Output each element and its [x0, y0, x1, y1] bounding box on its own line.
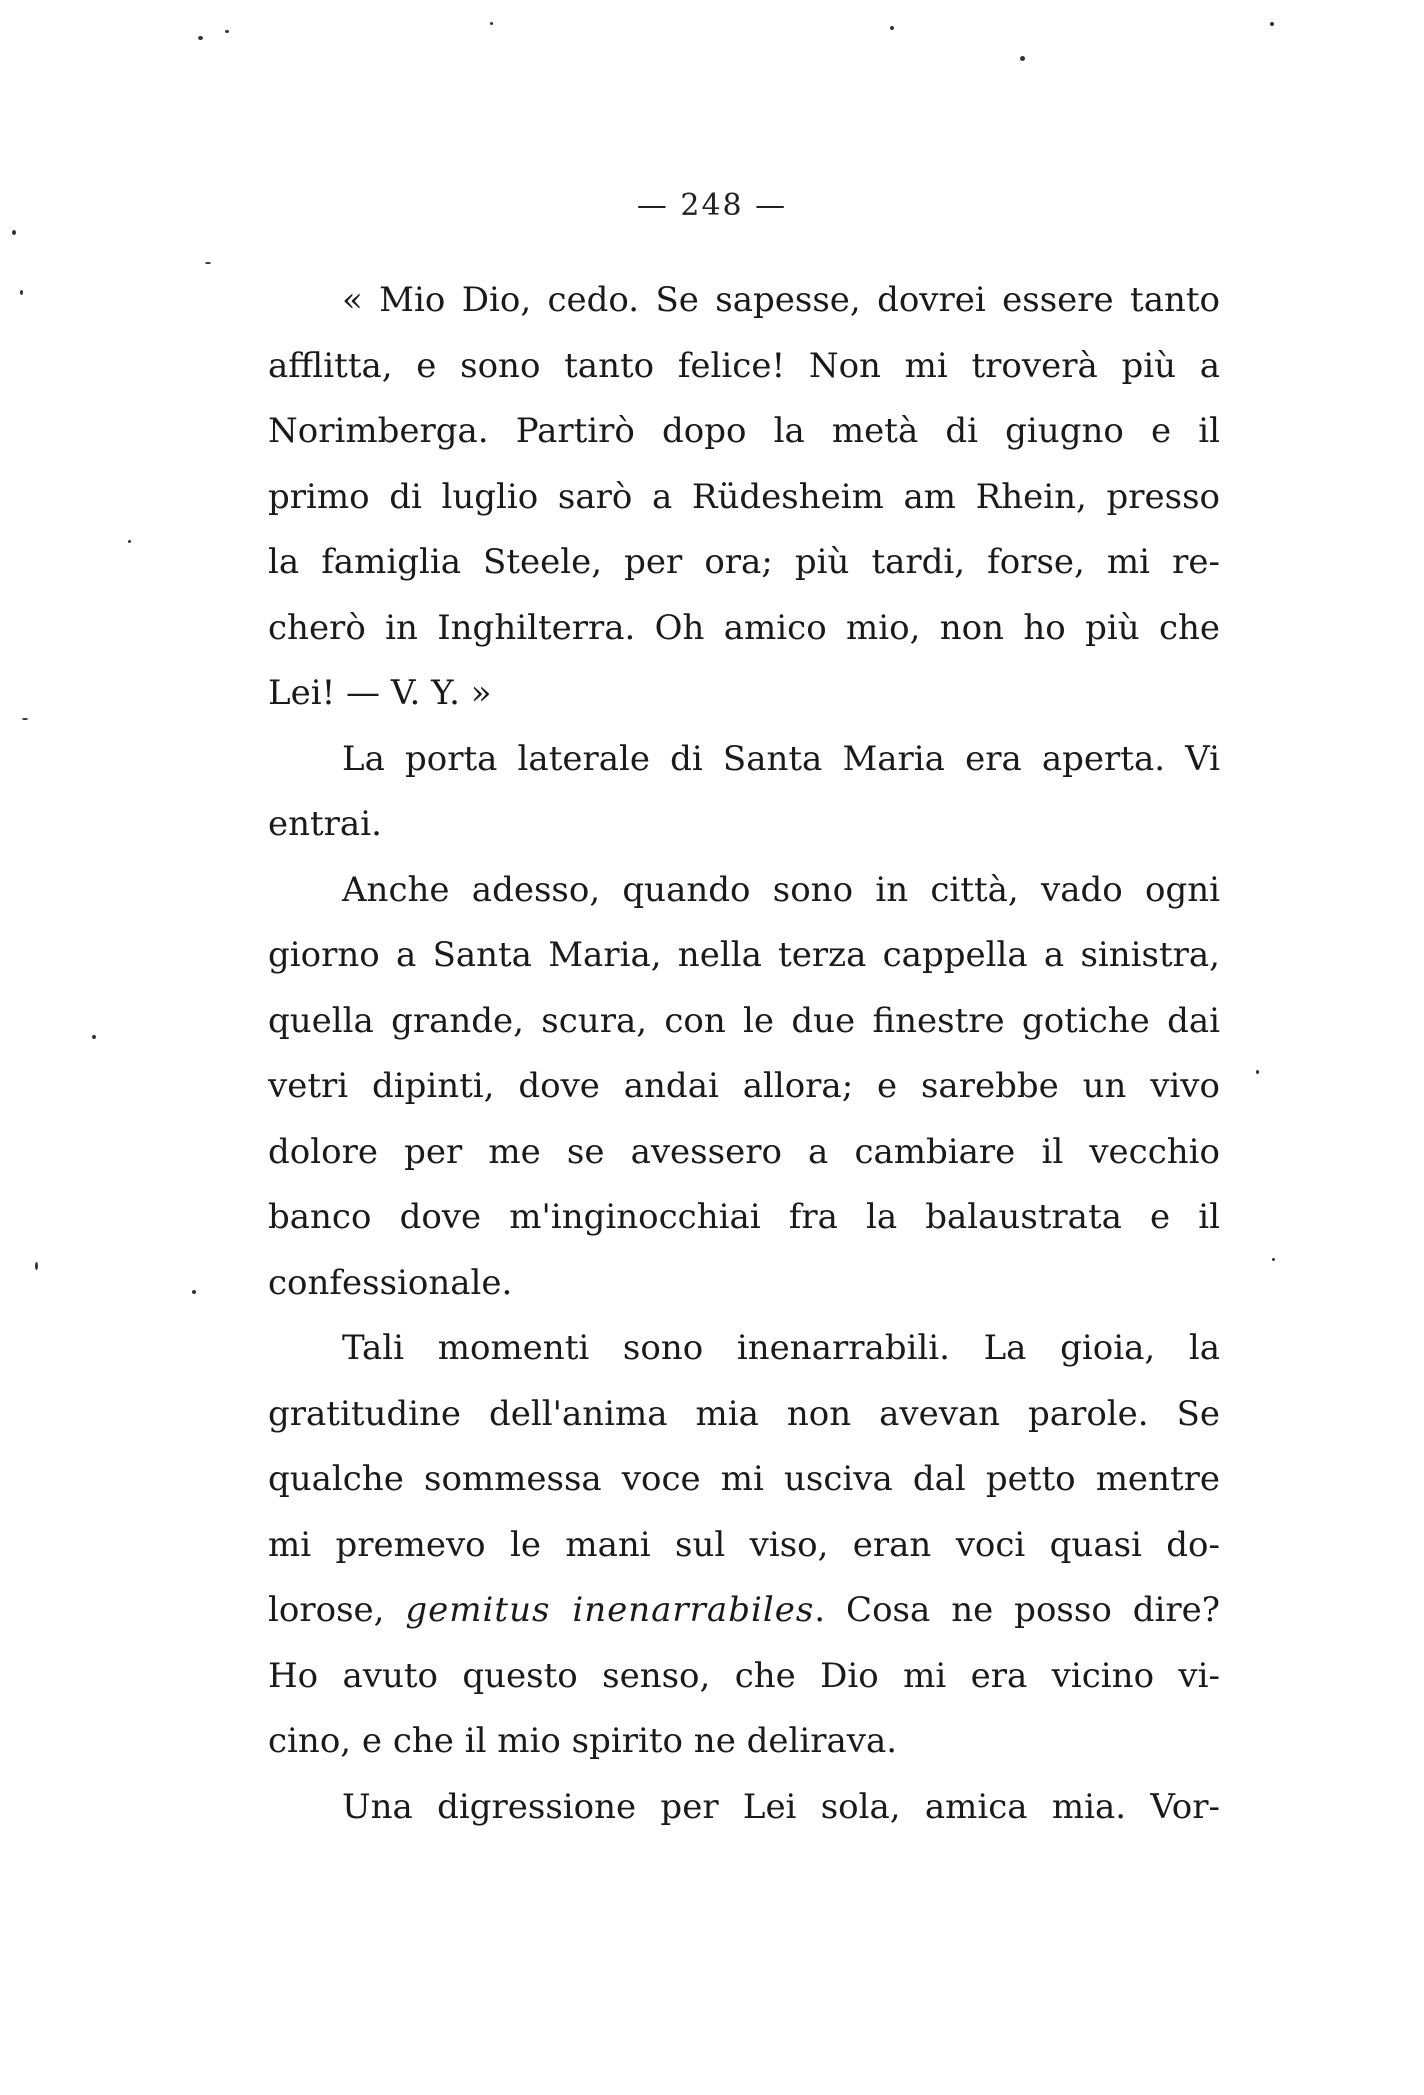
- text-line: confessionale.: [268, 1262, 513, 1303]
- text-line: vetri dipinti, dove andai allora; e sarebbe un vivo: [268, 1066, 1220, 1106]
- text-line: cherò in Inghilterra. Oh amico mio, non ho più che: [268, 607, 1220, 648]
- text-line: Una digressione per Lei sola, amica mia. Vor-: [342, 1786, 1220, 1827]
- text-line: qualche sommessa voce mi usciva dal petto mentre: [268, 1459, 1220, 1499]
- text-line: la famiglia Steele, per ora; più tardi, forse, mi re-: [268, 542, 1220, 582]
- scan-speck: [128, 540, 131, 543]
- scan-speck: [490, 22, 493, 25]
- body-text: [268, 268, 1220, 1840]
- scan-speck: [20, 290, 23, 295]
- text-line: quella grande, scura, con le due finestre gotiche dai: [268, 1000, 1220, 1041]
- text-line: afflitta, e sono tanto felice! Non mi troverà più a: [268, 345, 1220, 386]
- text-line: Lei! — V. Y. »: [268, 673, 492, 713]
- text-line: « Mio Dio, cedo. Se sapesse, dovrei essere tanto: [342, 280, 1220, 320]
- text-line: entrai.: [268, 804, 382, 844]
- text-line: gratitudine dell'anima mia non avevan parole. Se: [268, 1393, 1220, 1434]
- scan-speck: [35, 1262, 38, 1270]
- scan-speck: [890, 26, 894, 30]
- scan-speck: [225, 30, 229, 33]
- text-line: giorno a Santa Maria, nella terza cappella a sinistra,: [268, 935, 1220, 975]
- text-line: primo di luglio sarò a Rüdesheim am Rhein, presso: [268, 476, 1220, 517]
- scan-speck: [192, 1290, 196, 1294]
- page-number: — 248 —: [636, 188, 788, 223]
- text-line: mi premevo le mani sul viso, eran voci quasi do-: [268, 1524, 1220, 1565]
- scan-speck: [205, 262, 211, 264]
- text-line: cino, e che il mio spirito ne delirava.: [268, 1721, 898, 1761]
- scan-speck: [92, 1035, 96, 1039]
- scan-speck: [1256, 1070, 1259, 1074]
- scan-speck: [12, 230, 16, 235]
- text-fragment: . Cosa ne posso dire?: [814, 1590, 1220, 1630]
- scan-speck: [1020, 56, 1025, 61]
- text-line: La porta laterale di Santa Maria era aperta. Vi: [342, 738, 1220, 779]
- latin-phrase: gemitus inenarrabiles: [405, 1590, 815, 1630]
- scan-speck: [22, 718, 28, 720]
- scan-speck: [1270, 22, 1274, 26]
- text-line: Tali momenti sono inenarrabili. La gioia, la: [342, 1328, 1220, 1368]
- text-line: dolore per me se avessero a cambiare il vecchio: [268, 1131, 1220, 1172]
- text-fragment: lorose,: [268, 1590, 406, 1630]
- scan-speck: [198, 36, 203, 40]
- text-line: Norimberga. Partirò dopo la metà di giugno e il: [268, 411, 1220, 451]
- text-line: Ho avuto questo senso, che Dio mi era vicino vi-: [268, 1655, 1220, 1696]
- scan-speck: [1272, 1258, 1275, 1261]
- text-line: Anche adesso, quando sono in città, vado ogni: [342, 869, 1220, 910]
- text-line: banco dove m'inginocchiai fra la balaustrata e il: [268, 1197, 1220, 1237]
- text-line: [268, 1578, 1220, 1644]
